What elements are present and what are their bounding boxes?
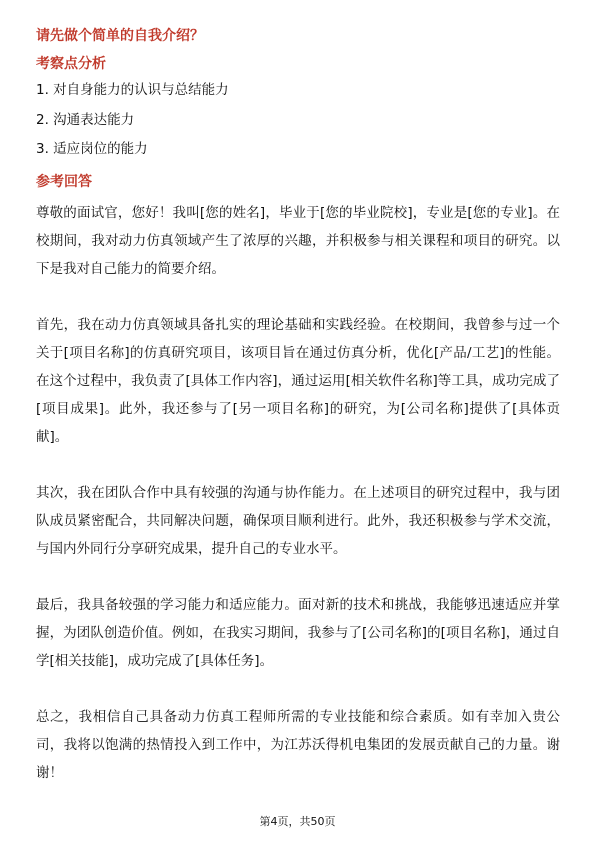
answer-paragraph: 其次，我在团队合作中具有较强的沟通与协作能力。在上述项目的研究过程中，我与团队成员紧密配合，共同解决问题，确保项目顺利进行。此外，我还积极参与学术交流，与国内外同行分享研究成果，提升自己的专业水平。 — [36, 485, 560, 557]
analysis-point: 2. 沟通表达能力 — [36, 111, 135, 128]
answer-paragraph: 最后，我具备较强的学习能力和适应能力。面对新的技术和挑战，我能够迅速适应并掌握，为团队创造价值。例如，在我实习期间，我参与了[公司名称]的[项目名称]，通过自学[相关技能]，成功完成了[具体任务]。 — [36, 597, 560, 669]
page-number: 第4页，共50页 — [259, 815, 336, 828]
question-title: 请先做个简单的自我介绍？ — [36, 28, 204, 44]
answer-paragraph: 首先，我在动力仿真领域具备扎实的理论基础和实践经验。在校期间，我曾参与过一个关于[项目名称]的仿真研究项目，该项目旨在通过仿真分析，优化[产品/工艺]的性能。在这个过程中，我负责了[具体工作内容]，通过运用[相关软件名称]等工具，成功完成了[项目成果]。此外，我还参与了[另一项目名称]的研究，为[公司名称]提供了[具体贡献]。 — [36, 317, 560, 445]
analysis-heading: 考察点分析 — [36, 56, 106, 72]
answer-paragraph: 总之，我相信自己具备动力仿真工程师所需的专业技能和综合素质。如有幸加入贵公司，我将以饱满的热情投入到工作中，为江苏沃得机电集团的发展贡献自己的力量。谢谢！ — [36, 709, 560, 781]
answer-heading: 参考回答 — [36, 174, 92, 190]
analysis-point: 1. 对自身能力的认识与总结能力 — [36, 82, 229, 98]
answer-paragraph: 尊敬的面试官，您好！我叫[您的姓名]，毕业于[您的毕业院校]，专业是[您的专业]。在校期间，我对动力仿真领域产生了浓厚的兴趣，并积极参与相关课程和项目的研究。以下是我对自己能力的简要介绍。 — [36, 205, 560, 277]
answer-body — [36, 199, 560, 815]
analysis-points — [36, 80, 229, 169]
analysis-point: 3. 适应岗位的能力 — [36, 141, 148, 157]
